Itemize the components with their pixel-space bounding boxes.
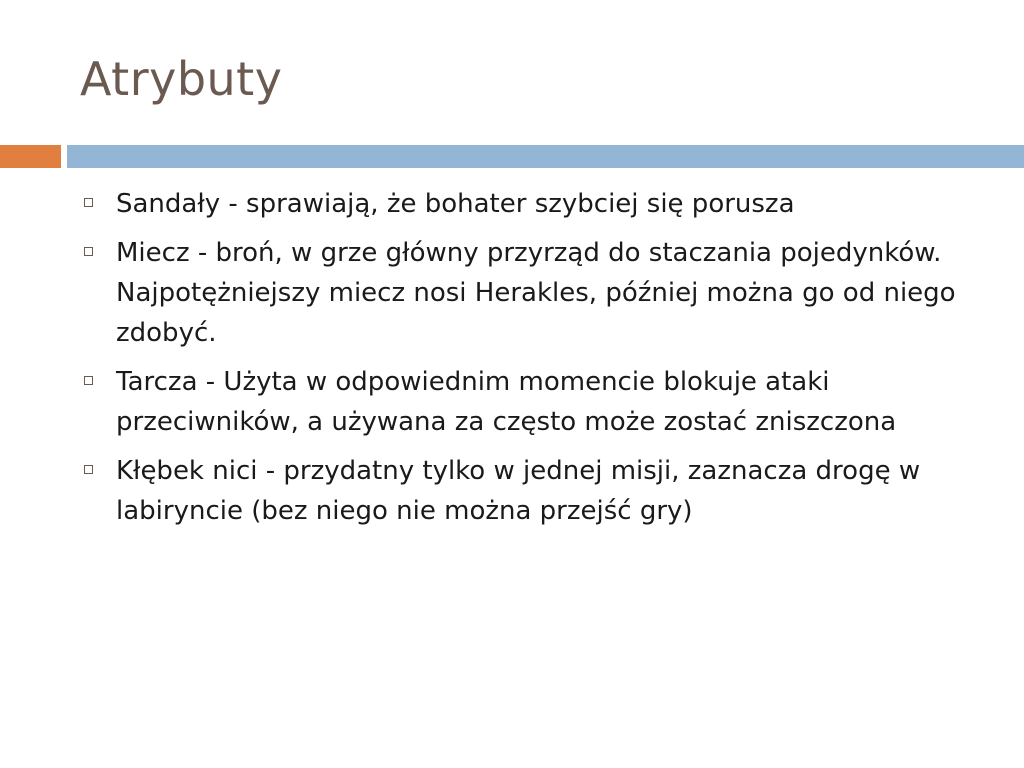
slide-title: Atrybuty: [80, 52, 283, 106]
bullet-text: Miecz - broń, w grze główny przyrząd do staczania pojedynków. Najpotężniejszy miecz nosi Herakles, później można go od niego zdobyć.: [116, 238, 956, 348]
bullet-list: [80, 184, 980, 540]
square-bullet-icon: [84, 198, 93, 207]
list-item: [80, 184, 980, 224]
accent-bar-blue: [67, 145, 1024, 168]
list-item: [80, 233, 980, 353]
bullet-text: Kłębek nici - przydatny tylko w jednej misji, zaznacza drogę w labiryncie (bez niego nie można przejść gry): [116, 456, 921, 526]
bullet-text: Sandały - sprawiają, że bohater szybciej się porusza: [116, 189, 795, 219]
square-bullet-icon: [84, 465, 93, 474]
square-bullet-icon: [84, 376, 93, 385]
bullet-text: Tarcza - Użyta w odpowiednim momencie blokuje ataki przeciwników, a używana za często może zostać zniszczona: [116, 367, 897, 437]
square-bullet-icon: [84, 247, 93, 256]
list-item: [80, 362, 980, 442]
list-item: [80, 451, 980, 531]
accent-bar-orange: [0, 145, 61, 168]
